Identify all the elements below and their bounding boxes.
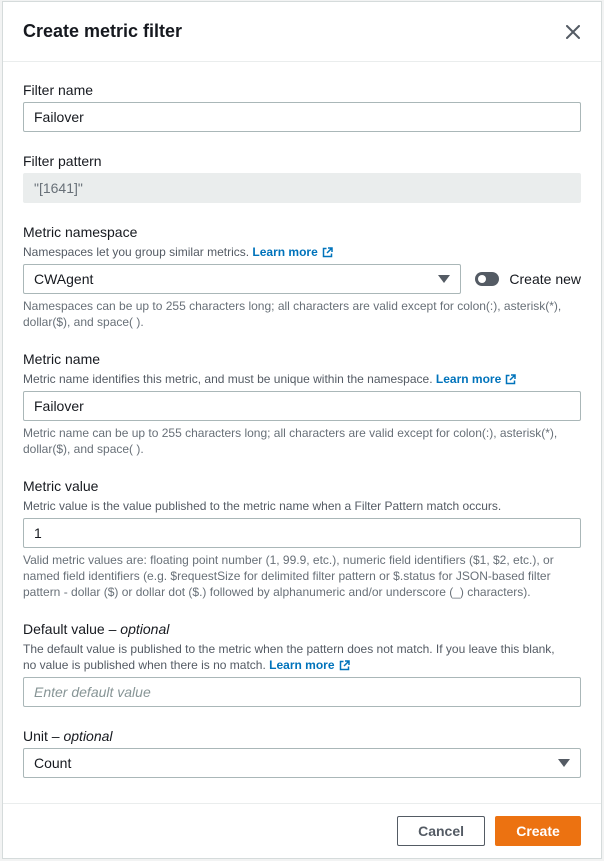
- metric-name-learn-more-link[interactable]: [436, 372, 516, 386]
- create-button[interactable]: Create: [495, 816, 581, 846]
- close-icon: [566, 25, 580, 39]
- constraint-line: pattern - dollar ($) or dollar dot ($.) followed by alphanumeric and/or underscore (_) characters).: [23, 585, 531, 599]
- default-value-description: [23, 641, 581, 673]
- constraint-line: Valid metric values are: floating point number (1, 99.9, etc.), numeric field identifiers ($1, $2, etc.), or: [23, 553, 554, 567]
- default-value-learn-more-link[interactable]: [269, 658, 349, 672]
- constraint-line: Metric name can be up to 255 characters long; all characters are valid except for colon(:), asterisk(*),: [23, 426, 558, 440]
- external-link-icon: [505, 374, 516, 385]
- metric-namespace-description: [23, 244, 581, 260]
- metric-namespace-row: [23, 264, 581, 294]
- learn-more-text: Learn more: [269, 658, 335, 672]
- external-link-icon: [322, 247, 333, 258]
- toggle-switch-icon: [475, 272, 499, 286]
- filter-name-value: Failover: [34, 109, 84, 125]
- default-value-field: [23, 619, 581, 707]
- metric-namespace-constraint: [23, 298, 581, 330]
- modal-header: [3, 2, 601, 62]
- filter-pattern-value: "[1641]": [34, 180, 83, 196]
- default-value-input[interactable]: [23, 677, 581, 707]
- metric-namespace-description-text: Namespaces let you group similar metrics.: [23, 245, 250, 259]
- metric-namespace-select[interactable]: [23, 264, 461, 294]
- metric-name-input[interactable]: [23, 391, 581, 421]
- create-new-label: Create new: [509, 271, 581, 287]
- metric-name-description: [23, 371, 581, 387]
- constraint-line: dollar($), and space( ).: [23, 442, 144, 456]
- unit-field: [23, 726, 581, 778]
- metric-name-label: Metric name: [23, 351, 101, 367]
- constraint-line: named field identifiers (e.g. $requestSize for delimited filter pattern or $.status for JSON-based filter: [23, 569, 551, 583]
- unit-value: Count: [34, 755, 72, 771]
- metric-value-description: Metric value is the value published to the metric name when a Filter Pattern match occurs.: [23, 499, 502, 513]
- metric-name-description-text: Metric name identifies this metric, and must be unique within the namespace.: [23, 372, 433, 386]
- metric-value-value: 1: [34, 525, 42, 541]
- close-button[interactable]: [559, 18, 587, 46]
- default-value-placeholder: Enter default value: [34, 684, 151, 700]
- caret-down-icon: [438, 275, 450, 283]
- default-value-label-text: Default value: [23, 621, 105, 637]
- metric-value-label: Metric value: [23, 478, 99, 494]
- filter-pattern-input: [23, 173, 581, 203]
- create-metric-filter-modal: [2, 1, 602, 859]
- metric-namespace-value: CWAgent: [34, 271, 94, 287]
- metric-value-constraint: [23, 552, 581, 600]
- optional-text: optional: [63, 728, 113, 744]
- metric-namespace-learn-more-link[interactable]: [252, 245, 332, 259]
- metric-value-input[interactable]: [23, 518, 581, 548]
- external-link-icon: [339, 660, 350, 671]
- filter-pattern-field: [23, 151, 581, 203]
- filter-pattern-label: Filter pattern: [23, 153, 102, 169]
- optional-text: optional: [120, 621, 170, 637]
- description-line-text: no value is published when there is no match.: [23, 658, 266, 672]
- description-line: [23, 657, 581, 673]
- learn-more-text: Learn more: [435, 372, 502, 386]
- learn-more-text: Learn more: [252, 245, 318, 259]
- modal-footer: [3, 803, 601, 858]
- filter-name-field: [23, 80, 581, 132]
- description-line: The default value is published to the metric when the pattern does not match. If you leave this blank,: [23, 642, 555, 656]
- modal-title: Create metric filter: [23, 21, 183, 41]
- metric-value-field: [23, 476, 581, 600]
- modal-body: [3, 62, 601, 778]
- metric-namespace-field: [23, 222, 581, 330]
- metric-namespace-label: Metric namespace: [23, 224, 138, 240]
- metric-name-field: [23, 349, 581, 457]
- unit-select[interactable]: [23, 748, 581, 778]
- metric-name-constraint: [23, 425, 581, 457]
- unit-label: Unit – optional: [23, 728, 113, 744]
- filter-name-label: Filter name: [23, 82, 94, 98]
- constraint-line: Namespaces can be up to 255 characters long; all characters are valid except for colon(:), asterisk(*),: [23, 299, 562, 313]
- caret-down-icon: [558, 759, 570, 767]
- constraint-line: dollar($), and space( ).: [23, 315, 144, 329]
- cancel-button[interactable]: Cancel: [397, 816, 485, 846]
- filter-name-input[interactable]: [23, 102, 581, 132]
- metric-name-value: Failover: [34, 398, 84, 414]
- create-new-toggle[interactable]: [475, 271, 581, 287]
- default-value-label: Default value – optional: [23, 621, 170, 637]
- unit-label-text: Unit: [23, 728, 48, 744]
